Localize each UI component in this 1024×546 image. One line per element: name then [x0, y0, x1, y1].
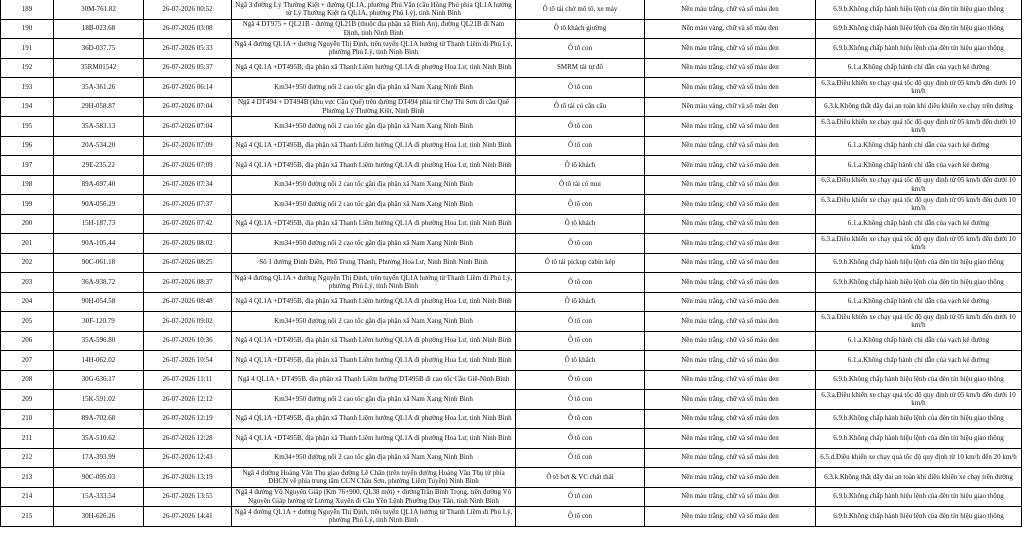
row-number-cell: 197: [1, 156, 54, 176]
violation-cell: 6.9.b.Không chấp hành hiệu lệnh của đèn tín hiệu giao thông: [816, 39, 1022, 59]
vehicle-type-cell: Ô tô con: [516, 390, 645, 410]
vehicle-type-cell: Ô tô tải có cần cẩu: [516, 97, 645, 117]
row-number-cell: 201: [1, 234, 54, 254]
datetime-cell: 26-07-2026 07:09: [144, 156, 232, 176]
plate-number-cell: 30H-626.26: [54, 507, 144, 527]
datetime-cell: 26-07-2026 10:36: [144, 331, 232, 351]
violation-cell: 6.3.a.Điều khiển xe chạy quá tốc độ quy định từ 05 km/h đến dưới 10 km/h: [816, 312, 1022, 332]
vehicle-type-cell: Ô tô con: [516, 370, 645, 390]
row-number-cell: 204: [1, 292, 54, 312]
row-number-cell: 208: [1, 370, 54, 390]
location-cell: Ngã 4 DT494 + DT494B (khu vực Cầu Quế) trên đường DT494 phía từ Chợ Thi Sơn đi cầu Quế Phường Lý Thường Kiệt, Ninh Bình: [232, 97, 516, 117]
plate-color-cell: Nền màu trắng, chữ và số màu đen: [645, 409, 816, 429]
datetime-cell: 26-07-2026 05:33: [144, 39, 232, 59]
datetime-cell: 26-07-2026 07:04: [144, 117, 232, 137]
plate-number-cell: 35A-361.26: [54, 78, 144, 98]
vehicle-type-cell: Ô tô con: [516, 195, 645, 215]
vehicle-type-cell: Ô tô con: [516, 409, 645, 429]
vehicle-type-cell: Ô tô con: [516, 312, 645, 332]
table-row: [1, 97, 1022, 117]
location-cell: Km34+950 đường nối 2 cao tốc gần địa phận xã Nam Xang Ninh Bình: [232, 78, 516, 98]
violation-cell: 6.9.b.Không chấp hành hiệu lệnh của đèn tín hiệu giao thông: [816, 0, 1022, 19]
violation-cell: 6.3.k.Không thắt dây đai an toàn khi điều khiển xe chạy trên đường: [816, 468, 1022, 488]
table-row: [1, 448, 1022, 468]
table-row: [1, 78, 1022, 98]
table-row: [1, 58, 1022, 78]
violation-cell: 6.5.d.Điều khiển xe chạy quá tốc độ quy định từ 10 km/h đến 20 km/h: [816, 448, 1022, 468]
datetime-cell: 26-07-2026 08:37: [144, 273, 232, 293]
table-row: [1, 409, 1022, 429]
location-cell: Ngã 3 đường Lý Thường Kiệt + đường QL1A, phường Phủ Vân (cầu Hồng Phú phía QL1A hướng từ Lý Thường Kiệt ra QL1A, phường Phủ Lý), tỉnh Ninh Bình: [232, 0, 516, 19]
violation-cell: 6.1.a.Không chấp hành chỉ dẫn của vạch kẻ đường: [816, 351, 1022, 371]
plate-number-cell: 90C-095.03: [54, 468, 144, 488]
datetime-cell: 26-07-2026 06:14: [144, 78, 232, 98]
datetime-cell: 26-07-2026 00:52: [144, 0, 232, 19]
row-number-cell: 198: [1, 175, 54, 195]
table-row: [1, 19, 1022, 39]
plate-color-cell: Nền màu trắng, chữ và số màu đen: [645, 331, 816, 351]
table-row: [1, 253, 1022, 273]
plate-color-cell: Nền màu trắng, chữ và số màu đen: [645, 234, 816, 254]
violation-cell: 6.1.a.Không chấp hành chỉ dẫn của vạch kẻ đường: [816, 136, 1022, 156]
vehicle-type-cell: Ô tô con: [516, 273, 645, 293]
table-row: [1, 390, 1022, 410]
violation-cell: 6.1.a.Không chấp hành chỉ dẫn của vạch kẻ đường: [816, 331, 1022, 351]
datetime-cell: 26-07-2026 08:02: [144, 234, 232, 254]
plate-number-cell: 35A-596.80: [54, 331, 144, 351]
location-cell: Ngã 4 QL1A +DT495B, địa phận xã Thanh Liêm hướng QL1A đi phường Hoa Lư, tỉnh Ninh Bình: [232, 214, 516, 234]
plate-color-cell: Nền màu trắng, chữ và số màu đen: [645, 117, 816, 137]
plate-number-cell: 29E-235.22: [54, 156, 144, 176]
datetime-cell: 26-07-2026 07:04: [144, 97, 232, 117]
table-row: [1, 487, 1022, 507]
datetime-cell: 26-07-2026 12:28: [144, 429, 232, 449]
row-number-cell: 200: [1, 214, 54, 234]
violation-cell: 6.9.b.Không chấp hành hiệu lệnh của đèn tín hiệu giao thông: [816, 487, 1022, 507]
table-row: [1, 370, 1022, 390]
violation-cell: 6.9.b.Không chấp hành hiệu lệnh của đèn tín hiệu giao thông: [816, 429, 1022, 449]
vehicle-type-cell: Ô tô con: [516, 39, 645, 59]
plate-color-cell: Nền màu trắng, chữ và số màu đen: [645, 195, 816, 215]
plate-number-cell: 15K-591.02: [54, 390, 144, 410]
location-cell: Km34+950 đường nối 2 cao tốc gần địa phận xã Nam Xang Ninh Bình: [232, 390, 516, 410]
table-row: [1, 39, 1022, 59]
row-number-cell: 202: [1, 253, 54, 273]
location-cell: Ngã 4 QL1A +DT495B, địa phận xã Thanh Liêm hướng QL1A đi phường Hoa Lư, tỉnh Ninh Bình: [232, 136, 516, 156]
location-cell: Ngã 4 QL1A +DT495B, địa phận xã Thanh Liêm hướng QL1A đi phường Hoa Lư, tỉnh Ninh Bình: [232, 58, 516, 78]
violation-cell: 6.3.a.Điều khiển xe chạy quá tốc độ quy định từ 05 km/h đến dưới 10 km/h: [816, 195, 1022, 215]
violation-cell: 6.3.a.Điều khiển xe chạy quá tốc độ quy định từ 05 km/h đến dưới 10 km/h: [816, 117, 1022, 137]
plate-number-cell: 30M-761.82: [54, 0, 144, 19]
datetime-cell: 26-07-2026 10:54: [144, 351, 232, 371]
plate-color-cell: Nền màu trắng, chữ và số màu đen: [645, 312, 816, 332]
location-cell: Km34+950 đường nối 2 cao tốc gần địa phận xã Nam Xang Ninh Bình: [232, 175, 516, 195]
plate-number-cell: 36A-938.72: [54, 273, 144, 293]
location-cell: Ngã 4 QL1A +DT495B, địa phận xã Thanh Liêm hướng QL1A đi phường Hoa Lư, tỉnh Ninh Bình: [232, 429, 516, 449]
datetime-cell: 26-07-2026 07:34: [144, 175, 232, 195]
table-row: [1, 214, 1022, 234]
datetime-cell: 26-07-2026 14:41: [144, 507, 232, 527]
plate-number-cell: 90C-061.18: [54, 253, 144, 273]
plate-number-cell: 30G-636.17: [54, 370, 144, 390]
row-number-cell: 195: [1, 117, 54, 137]
table-row: [1, 156, 1022, 176]
plate-number-cell: 89A-702.68: [54, 409, 144, 429]
violation-cell: 6.9.b.Không chấp hành hiệu lệnh của đèn tín hiệu giao thông: [816, 273, 1022, 293]
table-row: [1, 331, 1022, 351]
location-cell: Ngã 4 QL1A +DT495B, địa phận xã Thanh Liêm hướng QL1A đi phường Hoa Lư, tỉnh Ninh Bình: [232, 156, 516, 176]
row-number-cell: 215: [1, 507, 54, 527]
row-number-cell: 209: [1, 390, 54, 410]
plate-number-cell: 18B-023.68: [54, 19, 144, 39]
row-number-cell: 203: [1, 273, 54, 293]
datetime-cell: 26-07-2026 11:11: [144, 370, 232, 390]
vehicle-type-cell: Ô tô con: [516, 78, 645, 98]
table-row: [1, 136, 1022, 156]
datetime-cell: 26-07-2026 08:48: [144, 292, 232, 312]
table-row: [1, 117, 1022, 137]
location-cell: Ngã 4 đường Võ Nguyên Giáp (Km 76+900, QL38 mới) + đườngTrần Bình Trọng, trên đường Võ Nguyên Giáp hướng từ Lương Xuyên đi Cầu Yên Lệnh Phường Duy Tân, tỉnh Ninh Bình: [232, 487, 516, 507]
table-body: [1, 0, 1022, 526]
plate-color-cell: Nền màu trắng, chữ và số màu đen: [645, 390, 816, 410]
location-cell: Km34+950 đường nối 2 cao tốc gần địa phận xã Nam Xang Ninh Bình: [232, 117, 516, 137]
table-row: [1, 195, 1022, 215]
location-cell: Km34+950 đường nối 2 cao tốc gần địa phận xã Nam Xang Ninh Bình: [232, 312, 516, 332]
location-cell: Ngã 4 đường QL1A + đường Nguyễn Thị Định, trên tuyến QL1A hướng từ Thanh Liêm đi Phủ Lý, phường Phủ Lý, tỉnh Ninh Bình: [232, 273, 516, 293]
plate-color-cell: Nền màu trắng, chữ và số màu đen: [645, 507, 816, 527]
vehicle-type-cell: Ô tô con: [516, 136, 645, 156]
row-number-cell: 207: [1, 351, 54, 371]
plate-color-cell: Nền màu vàng, chữ và số màu đen: [645, 19, 816, 39]
row-number-cell: 194: [1, 97, 54, 117]
vehicle-type-cell: Ô tô khách: [516, 214, 645, 234]
datetime-cell: 26-07-2026 12:12: [144, 390, 232, 410]
vehicle-type-cell: Ô tô con: [516, 117, 645, 137]
violation-cell: 6.9.b.Không chấp hành hiệu lệnh của đèn tín hiệu giao thông: [816, 507, 1022, 527]
table-row: [1, 0, 1022, 19]
location-cell: Ngã 4 QL1A + DT495B, địa phận xã Thanh Liêm hướng DT495B đi cao tốc Cầu Giẽ-Ninh Bình: [232, 370, 516, 390]
violation-cell: 6.9.b.Không chấp hành hiệu lệnh của đèn tín hiệu giao thông: [816, 19, 1022, 39]
violation-cell: 6.9.b.Không chấp hành hiệu lệnh của đèn tín hiệu giao thông: [816, 253, 1022, 273]
vehicle-type-cell: Ô tô khách: [516, 292, 645, 312]
datetime-cell: 26-07-2026 12:43: [144, 448, 232, 468]
plate-number-cell: 29H-058.87: [54, 97, 144, 117]
plate-color-cell: Nền màu trắng, chữ và số màu đen: [645, 253, 816, 273]
violation-cell: 6.9.b.Không chấp hành hiệu lệnh của đèn tín hiệu giao thông: [816, 370, 1022, 390]
plate-color-cell: Nền màu trắng, chữ và số màu đen: [645, 0, 816, 19]
table-row: [1, 312, 1022, 332]
location-cell: Ngã 4 đường QL1A + đường Nguyễn Thị Định, trên tuyến QL1A hướng từ Thanh Liêm đi Phủ Lý, phường Phủ Lý, tỉnh Ninh Bình: [232, 39, 516, 59]
datetime-cell: 26-07-2026 05:37: [144, 58, 232, 78]
row-number-cell: 199: [1, 195, 54, 215]
row-number-cell: 205: [1, 312, 54, 332]
plate-color-cell: Nền màu trắng, chữ và số màu đen: [645, 370, 816, 390]
violation-cell: 6.3.k.Không thắt dây đai an toàn khi điều khiển xe chạy trên đường: [816, 97, 1022, 117]
plate-color-cell: Nền màu trắng, chữ và số màu đen: [645, 468, 816, 488]
table-row: [1, 292, 1022, 312]
datetime-cell: 26-07-2026 07:37: [144, 195, 232, 215]
plate-number-cell: 15A-333.54: [54, 487, 144, 507]
location-cell: Ngã 4 QL1A +DT495B, địa phận xã Thanh Liêm hướng QL1A đi phường Hoa Lư, tỉnh Ninh Bình: [232, 292, 516, 312]
vehicle-type-cell: Ô tô con: [516, 429, 645, 449]
vehicle-type-cell: SMRM tải tự đổ: [516, 58, 645, 78]
row-number-cell: 191: [1, 39, 54, 59]
plate-color-cell: Nền màu trắng, chữ và số màu đen: [645, 58, 816, 78]
table-row: [1, 507, 1022, 527]
plate-color-cell: Nền màu trắng, chữ và số màu đen: [645, 156, 816, 176]
vehicle-type-cell: Ô tô khách giường: [516, 19, 645, 39]
row-number-cell: 192: [1, 58, 54, 78]
plate-number-cell: 35RM01542: [54, 58, 144, 78]
table-row: [1, 468, 1022, 488]
datetime-cell: 26-07-2026 08:25: [144, 253, 232, 273]
plate-color-cell: Nền màu trắng, chữ và số màu đen: [645, 351, 816, 371]
plate-number-cell: 20A-534.20: [54, 136, 144, 156]
table-row: [1, 234, 1022, 254]
table-row: [1, 175, 1022, 195]
datetime-cell: 26-07-2026 09:02: [144, 312, 232, 332]
vehicle-type-cell: Ô tô khách: [516, 156, 645, 176]
table-row: [1, 273, 1022, 293]
row-number-cell: 206: [1, 331, 54, 351]
plate-number-cell: 36D-037.75: [54, 39, 144, 59]
row-number-cell: 189: [1, 0, 54, 19]
datetime-cell: 26-07-2026 03:08: [144, 19, 232, 39]
plate-number-cell: 89A-697.40: [54, 175, 144, 195]
row-number-cell: 214: [1, 487, 54, 507]
location-cell: Ngã 4 QL1A +DT495B, địa phận xã Thanh Liêm hướng QL1A đi phường Hoa Lư, tỉnh Ninh Bình: [232, 409, 516, 429]
location-cell: Ngã 4 QL1A +DT495B, địa phận xã Thanh Liêm hướng QL1A đi phường Hoa Lư, tỉnh Ninh Bình: [232, 351, 516, 371]
plate-color-cell: Nền màu trắng, chữ và số màu đen: [645, 487, 816, 507]
violation-cell: 6.1.a.Không chấp hành chỉ dẫn của vạch kẻ đường: [816, 58, 1022, 78]
datetime-cell: 26-07-2026 07:42: [144, 214, 232, 234]
plate-color-cell: Nền màu trắng, chữ và số màu đen: [645, 175, 816, 195]
vehicle-type-cell: Ô tô con: [516, 487, 645, 507]
violation-cell: 6.9.b.Không chấp hành hiệu lệnh của đèn tín hiệu giao thông: [816, 409, 1022, 429]
plate-color-cell: Nền màu trắng, chữ và số màu đen: [645, 429, 816, 449]
violation-cell: 6.1.a.Không chấp hành chỉ dẫn của vạch kẻ đường: [816, 214, 1022, 234]
location-cell: Km34+950 đường nối 2 cao tốc gần địa phận xã Nam Xang Ninh Bình: [232, 234, 516, 254]
plate-number-cell: 14H-062.02: [54, 351, 144, 371]
location-cell: Ngã 4 đường Hoàng Văn Thụ giao đường Lê Chân (trên tuyến đường Hoàng Văn Thụ từ phía ĐHCN về phía trung tâm CCN Châu Sơn, phường Liêm Tuyền) Ninh Bình: [232, 468, 516, 488]
location-cell: Km34+950 đường nối 2 cao tốc gần địa phận xã Nam Xang Ninh Bình: [232, 448, 516, 468]
vehicle-type-cell: Ô tô khách: [516, 351, 645, 371]
datetime-cell: 26-07-2026 12:19: [144, 409, 232, 429]
plate-color-cell: Nền màu trắng, chữ và số màu đen: [645, 273, 816, 293]
plate-number-cell: 90H-054.58: [54, 292, 144, 312]
plate-number-cell: 90A-056.29: [54, 195, 144, 215]
vehicle-type-cell: Ô tô con: [516, 507, 645, 527]
plate-color-cell: Nền màu trắng, chữ và số màu đen: [645, 136, 816, 156]
vehicle-type-cell: Ô tô con: [516, 331, 645, 351]
table-row: [1, 429, 1022, 449]
location-cell: Ngã 4 QL1A +DT495B, địa phận xã Thanh Liêm hướng QL1A đi phường Hoa Lư, tỉnh Ninh Bình: [232, 331, 516, 351]
vehicle-type-cell: Ô tô tải chở mô tô, xe máy: [516, 0, 645, 19]
violation-cell: 6.1.a.Không chấp hành chỉ dẫn của vạch kẻ đường: [816, 156, 1022, 176]
plate-color-cell: Nền màu vàng, chữ và số màu đen: [645, 97, 816, 117]
violation-cell: 6.3.a.Điều khiển xe chạy quá tốc độ quy định từ 05 km/h đến dưới 10 km/h: [816, 78, 1022, 98]
row-number-cell: 190: [1, 19, 54, 39]
plate-number-cell: 17A-393.99: [54, 448, 144, 468]
violation-cell: 6.3.a.Điều khiển xe chạy quá tốc độ quy định từ 05 km/h đến dưới 10 km/h: [816, 390, 1022, 410]
violation-cell: 6.3.a.Điều khiển xe chạy quá tốc độ quy định từ 05 km/h đến dưới 10 km/h: [816, 175, 1022, 195]
row-number-cell: 196: [1, 136, 54, 156]
row-number-cell: 212: [1, 448, 54, 468]
plate-number-cell: 15H-187.73: [54, 214, 144, 234]
location-cell: Ngã 4 đường QL1A + đường Nguyễn Thị Định, trên tuyến QL1A hướng từ Thanh Liêm đi Phủ Lý, phường Phủ Lý, tỉnh Ninh Bình: [232, 507, 516, 527]
table-row: [1, 351, 1022, 371]
row-number-cell: 193: [1, 78, 54, 98]
plate-color-cell: Nền màu trắng, chữ và số màu đen: [645, 39, 816, 59]
plate-color-cell: Nền màu trắng, chữ và số màu đen: [645, 78, 816, 98]
plate-color-cell: Nền màu trắng, chữ và số màu đen: [645, 214, 816, 234]
vehicle-type-cell: Ô tô tải pickup cabin kép: [516, 253, 645, 273]
row-number-cell: 210: [1, 409, 54, 429]
vehicle-type-cell: Ô tô con: [516, 234, 645, 254]
location-cell: Ngã 4 DT975 + QL21B - đường QL21B (thuộc địa phận xã Bình An), đường QL21B đi Nam Định, tỉnh Ninh Bình: [232, 19, 516, 39]
row-number-cell: 213: [1, 468, 54, 488]
location-cell: Km34+950 đường nối 2 cao tốc gần địa phận xã Nam Xang Ninh Bình: [232, 195, 516, 215]
violation-cell: 6.1.a.Không chấp hành chỉ dẫn của vạch kẻ đường: [816, 292, 1022, 312]
plate-number-cell: 90A-105.44: [54, 234, 144, 254]
vehicle-type-cell: Ô tô tải có mui: [516, 175, 645, 195]
datetime-cell: 26-07-2026 13:19: [144, 468, 232, 488]
plate-number-cell: 35A-583.13: [54, 117, 144, 137]
plate-color-cell: Nền màu trắng, chữ và số màu đen: [645, 292, 816, 312]
location-cell: Số 1 đường Đinh Điền, Phố Trung Thành, Phường Hoa Lư, Ninh Bình Ninh Bình: [232, 253, 516, 273]
plate-color-cell: Nền màu trắng, chữ và số màu đen: [645, 448, 816, 468]
violation-cell: 6.3.a.Điều khiển xe chạy quá tốc độ quy định từ 05 km/h đến dưới 10 km/h: [816, 234, 1022, 254]
datetime-cell: 26-07-2026 13:55: [144, 487, 232, 507]
plate-number-cell: 35A-510.62: [54, 429, 144, 449]
plate-number-cell: 30F-120.79: [54, 312, 144, 332]
vehicle-type-cell: Ô tô con: [516, 448, 645, 468]
datetime-cell: 26-07-2026 07:09: [144, 136, 232, 156]
vehicle-type-cell: Ô tô bơt & VC chất thải: [516, 468, 645, 488]
row-number-cell: 211: [1, 429, 54, 449]
